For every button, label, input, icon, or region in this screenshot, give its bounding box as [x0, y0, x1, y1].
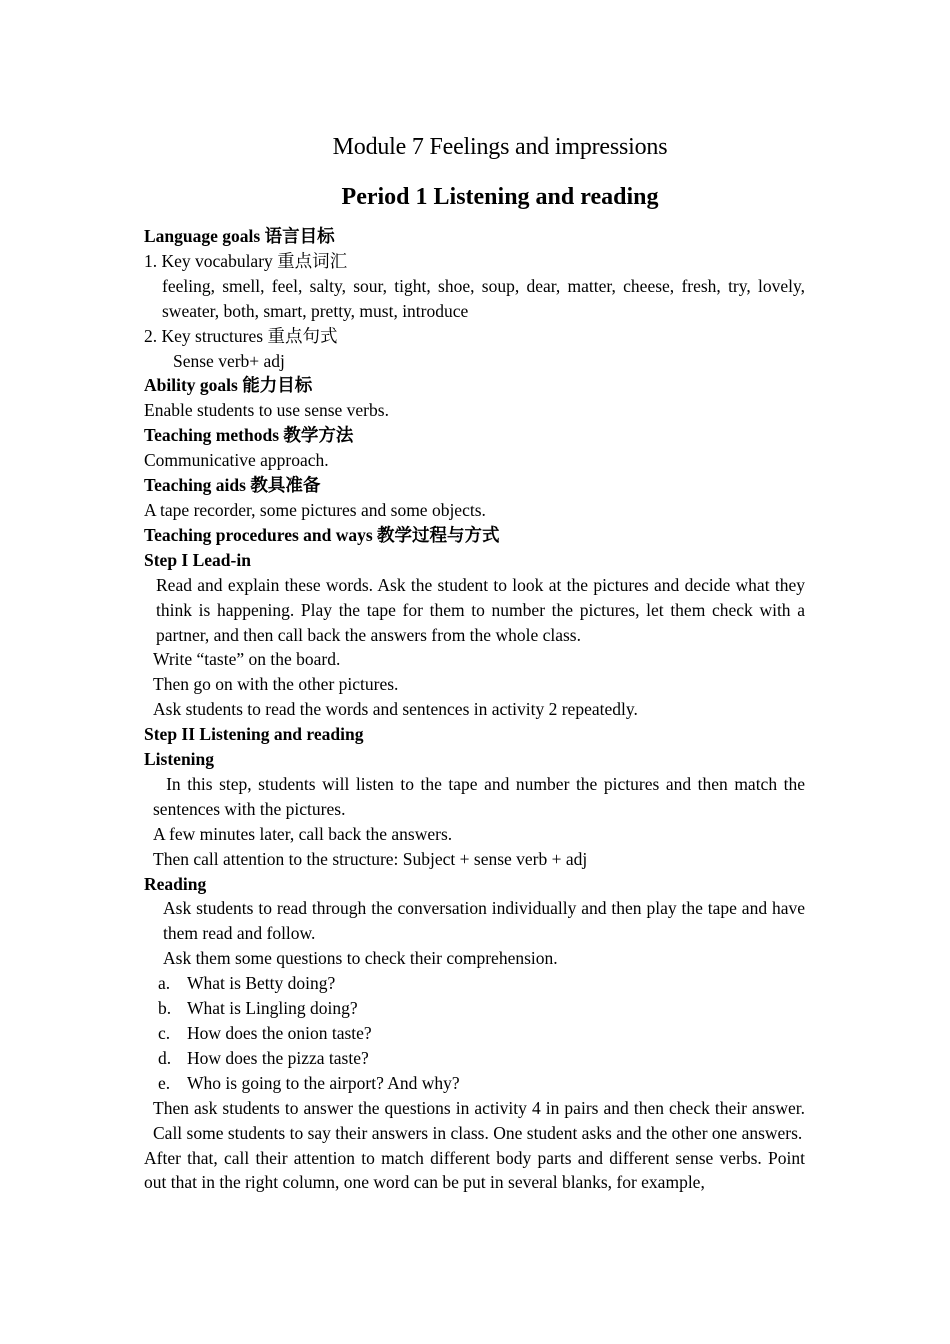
procedures-heading: Teaching procedures and ways 教学过程与方式 [144, 524, 500, 545]
teaching-methods-heading: Teaching methods 教学方法 [144, 425, 354, 446]
list-marker: d. [158, 1047, 172, 1068]
ability-goals-text: Enable students to use sense verbs. [144, 400, 389, 421]
list-item-text: How does the pizza taste? [187, 1047, 369, 1068]
list-marker: a. [158, 973, 171, 994]
listening-heading: Listening [144, 749, 215, 770]
after-questions-paragraph: Then ask students to answer the questions in activity 4 in pairs and then check their answer. Call some students to say their answers in class. One student asks and the other one answers. [153, 1097, 805, 1143]
teaching-aids-heading: Teaching aids 教具准备 [144, 475, 321, 496]
step1-heading: Step I Lead-in [144, 549, 251, 570]
step1-line2: Then go on with the other pictures. [153, 674, 399, 695]
final-paragraph: After that, call their attention to match different body parts and different sense verbs. Point out that in the right column, one word can be put in several blanks, for example, [144, 1147, 805, 1193]
reading-paragraph: Ask students to read through the conversation individually and then play the tape and have them read and follow. [163, 898, 805, 944]
list-item-text: Who is going to the airport? And why? [187, 1072, 460, 1093]
list-item [144, 1021, 805, 1046]
step2-heading: Step II Listening and reading [144, 724, 364, 745]
key-structure-text: Sense verb+ adj [173, 350, 285, 371]
step1-line1: Write “taste” on the board. [153, 649, 341, 670]
module-title: Module 7 Feelings and impressions [332, 134, 668, 160]
list-item-text: What is Betty doing? [187, 973, 336, 994]
list-item-text: What is Lingling doing? [187, 998, 358, 1019]
reading-heading: Reading [144, 873, 207, 894]
list-item-text: How does the onion taste? [187, 1023, 372, 1043]
period-title: Period 1 Listening and reading [341, 184, 659, 210]
listening-paragraph: In this step, students will listen to the tape and number the pictures and then match the sentences with the pictures. [153, 773, 810, 819]
step1-paragraph: Read and explain these words. Ask the student to look at the pictures and decide what they think is happening. Play the tape for them to number the pictures, let them check with a partner, and then call back the answers from the whole class. [156, 574, 805, 645]
vocabulary-list: feeling, smell, feel, salty, sour, tight, shoe, soup, dear, matter, cheese, fresh, try, lovely, sweater, both, smart, pretty, must, introduce [162, 275, 805, 321]
list-marker: e. [158, 1072, 171, 1093]
ability-goals-heading: Ability goals 能力目标 [144, 375, 313, 396]
list-marker: b. [158, 998, 172, 1019]
list-item [144, 1046, 805, 1071]
key-structures-label: 2. Key structures 重点句式 [144, 325, 338, 346]
teaching-methods-text: Communicative approach. [144, 450, 329, 471]
language-goals-heading: Language goals 语言目标 [144, 226, 335, 246]
key-vocabulary-label: 1. Key vocabulary 重点词汇 [144, 250, 348, 271]
listening-line1: A few minutes later, call back the answers. [153, 823, 453, 844]
step1-line3: Ask students to read the words and sentences in activity 2 repeatedly. [153, 699, 638, 720]
list-item [144, 971, 805, 996]
list-item [144, 996, 805, 1021]
reading-line1: Ask them some questions to check their comprehension. [163, 948, 558, 969]
teaching-aids-text: A tape recorder, some pictures and some objects. [144, 499, 486, 520]
list-marker: c. [158, 1023, 171, 1043]
question-list [144, 971, 805, 1096]
list-item [144, 1071, 805, 1096]
document-body [144, 224, 810, 1195]
listening-line2: Then call attention to the structure: Subject + sense verb + adj [153, 848, 588, 869]
